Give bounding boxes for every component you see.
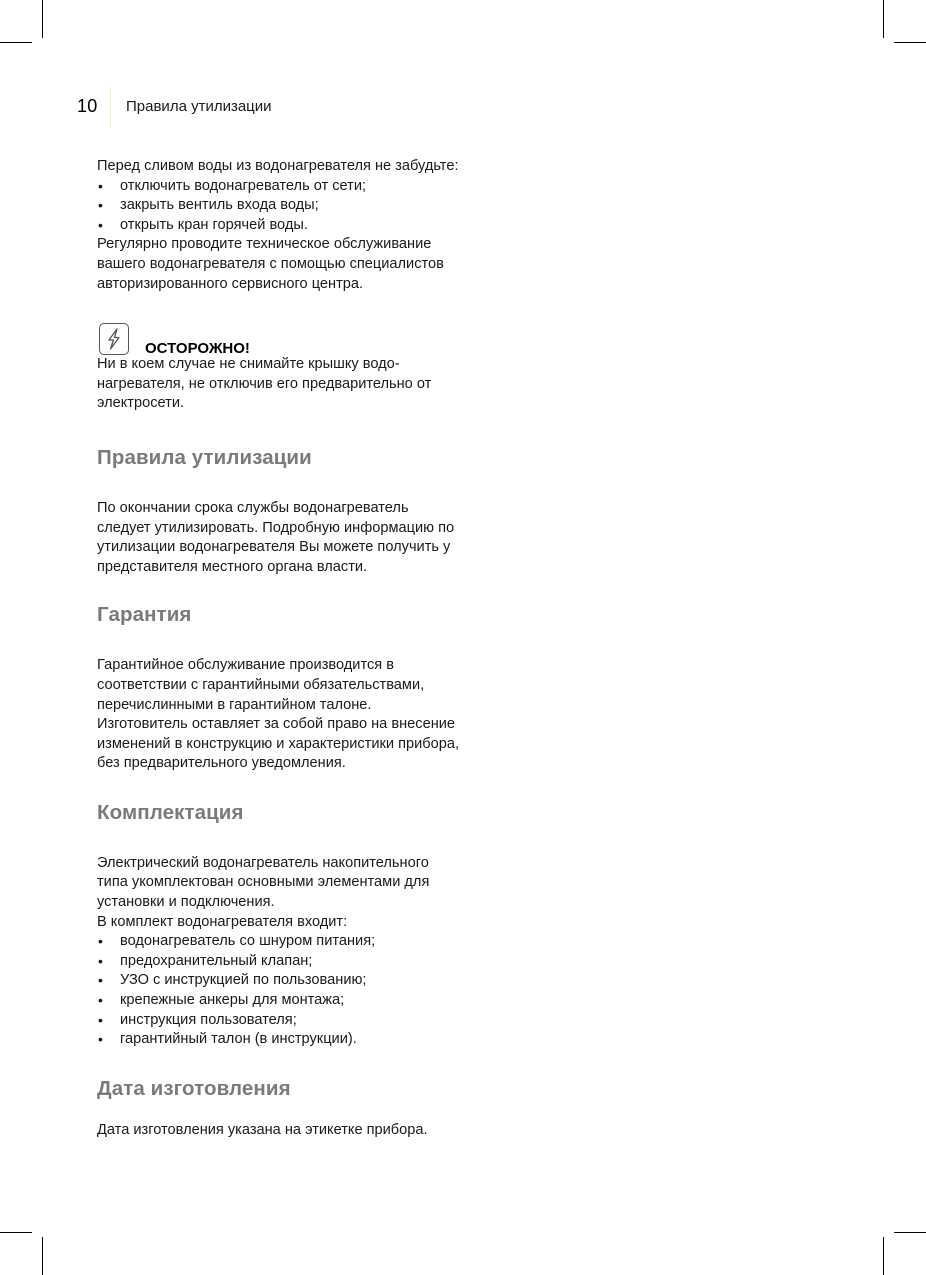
- maintenance-note: Регулярно проводите техническое обслуживание вашего водонагревателя с помощью специалистов авторизированного сервисного центра.: [97, 236, 444, 292]
- list-item: • инструкция пользователя;: [97, 1011, 462, 1031]
- list-item: • гарантийный талон (в инструкции).: [97, 1030, 462, 1050]
- warranty-heading: Гарантия: [97, 603, 192, 627]
- disposal-text: По окончании срока службы водонагреватель следует утилизировать. Подробную информацию по утилизации водонагревателя Вы можете получить у представителя местного органа власти.: [97, 499, 455, 575]
- running-title: Правила утилизации: [126, 98, 272, 115]
- manufacture-date-text: Дата изготовления указана на этикетке прибора.: [97, 1121, 428, 1138]
- kit-list-lead: В комплект водонагревателя входит:: [97, 913, 348, 930]
- page-number: 10: [77, 96, 98, 116]
- crop-mark: [894, 1232, 926, 1233]
- crop-mark: [0, 1232, 32, 1233]
- warranty-text: Гарантийное обслуживание производится в соответствии с гарантийными обязательствами, перечислинными в гарантийном талоне. Изготовитель оставляет за собой право на внесение изменений в конструкцию и характеристики прибора, без предварительного уведомления.: [97, 657, 460, 772]
- kit-text: Электрический водонагреватель накопительного типа укомплектован основными элементами для установки и подключения.: [97, 854, 430, 911]
- list-item: • УЗО с инструкцией по пользованию;: [97, 971, 462, 991]
- list-item: • водонагреватель со шнуром питания;: [97, 932, 462, 952]
- manufacture-date-heading: Дата изготовления: [97, 1076, 291, 1100]
- crop-mark: [894, 42, 926, 43]
- header-divider: [110, 86, 111, 128]
- warning-title: ОСТОРОЖНО!: [145, 340, 250, 358]
- disposal-heading: Правила утилизации: [97, 445, 312, 469]
- list-item: • отключить водонагреватель от сети;: [97, 177, 462, 197]
- crop-mark: [42, 0, 43, 38]
- warning-block: [97, 317, 462, 414]
- drain-section: [97, 157, 462, 294]
- list-item: • предохранительный клапан;: [97, 952, 462, 972]
- list-item: • крепежные анкеры для монтажа;: [97, 991, 462, 1011]
- list-item: • закрыть вентиль входа воды;: [97, 196, 462, 216]
- electric-shock-icon: [99, 323, 129, 355]
- crop-mark: [0, 42, 32, 43]
- drain-lead: Перед сливом воды из водонагревателя не забудьте:: [97, 158, 459, 174]
- page-content: [97, 157, 462, 1140]
- crop-mark: [42, 1237, 43, 1275]
- crop-mark: [883, 0, 884, 38]
- kit-heading: Комплектация: [97, 800, 244, 824]
- drain-steps-list: [97, 177, 462, 236]
- warning-header: [97, 317, 462, 358]
- kit-items-list: [97, 932, 462, 1050]
- list-item: • открыть кран горячей воды.: [97, 216, 462, 236]
- crop-mark: [883, 1237, 884, 1275]
- warning-text: Ни в коем случае не снимайте крышку водонагревателя, не отключив его предварительно от электросети.: [97, 356, 432, 412]
